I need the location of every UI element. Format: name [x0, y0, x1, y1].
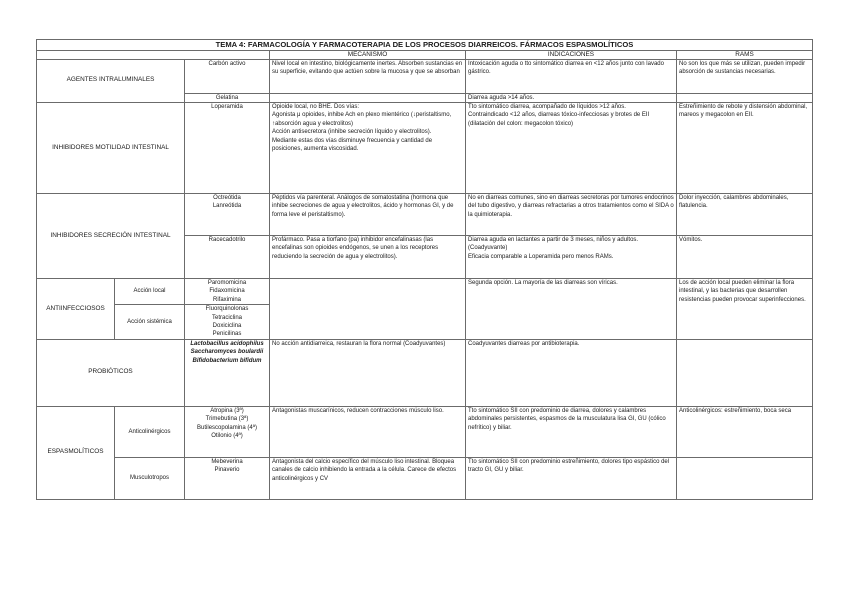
group-inhibidores-secrecion: INHIBIDORES SECRECIÓN INTESTINAL [37, 193, 185, 278]
rams-antiinfecciosos: Los de acción local pueden eliminar la flora intestinal, y las bacterias que desarrollen resistencias pueden provocar superinfecciones. [677, 278, 813, 339]
indicaciones-carbon: Intoxicación aguda o tto sintomático diarrea en <12 años junto con lavado gástrico. [466, 59, 677, 93]
drug-name: Fidaxomicina [209, 288, 245, 295]
drug-name: Atropina (3ª) [210, 407, 244, 414]
subgroup-accion-sistemica: Acción sistémica [115, 305, 185, 340]
header-blank [37, 50, 270, 59]
indicaciones-anticolinergicos: Tto sintomático SII con predominio de diarrea, dolores y calambres abdominales persistentes, espasmos de la musculatura lisa GI, GU (cólico nefrítico) y biliar. [466, 406, 677, 457]
drug-gelatina: Gelatina [185, 93, 270, 102]
drug-name: Trimebutina (3ª) [205, 416, 249, 423]
drugs-accion-sistemica [185, 305, 270, 340]
mecanismo-anticolinergicos: Antagonistas muscarínicos, reducen contracciones músculo liso. [270, 406, 466, 457]
drug-loperamida: Loperamida [185, 102, 270, 193]
rams-racecadotrilo: Vómitos. [677, 235, 813, 278]
rams-probioticos [677, 339, 813, 406]
indicaciones-gelatina: Diarrea aguda >14 años. [466, 93, 677, 102]
indicaciones-line: Tto sintomático diarrea, acompañado de líquidos >12 años. [468, 103, 626, 110]
group-probioticos: PROBIÓTICOS [37, 339, 185, 406]
indicaciones-racecadotrilo [466, 235, 677, 278]
mecanismo-carbon: Nivel local en intestino, biológicamente inertes. Absorben sustancias en su superficie, evitando que actúen sobre la mucosa y que se absorban [270, 59, 466, 93]
drug-name: Bifidobacterium bifidum [192, 357, 262, 364]
rams-musculotropos [677, 457, 813, 499]
drug-racecadotrilo: Racecadotrilo [185, 235, 270, 278]
drug-name: Lanreótida [212, 203, 242, 210]
drug-name: Tetraciclina [211, 314, 242, 321]
subgroup-anticolinergicos: Anticolinérgicos [115, 406, 185, 457]
indicaciones-probioticos: Coadyuvantes diarreas por antibioterapia. [466, 339, 677, 406]
indicaciones-loperamida [466, 102, 677, 193]
group-antiinfecciosos: ANTIINFECCIOSOS [37, 278, 115, 339]
mecanismo-line: Agonista μ opioides, inhibe Ach en plexo mientérico (↓peristaltismo, ↑absorción agua y electrolitos) [272, 112, 452, 127]
drug-name: Pinaverio [214, 467, 240, 474]
indicaciones-octreotida: No en diarreas comunes, sino en diarreas secretoras por tumores endocrinos del tubo digestivo, y diarreas refractarias a otros tratamientos como el SIDA o la quimioterapia. [466, 193, 677, 235]
indicaciones-line: Eficacia comparable a Loperamida pero menos RAMs. [468, 253, 614, 260]
drugs-anticolinergicos [185, 406, 270, 457]
mecanismo-line: Acción antisecretora (inhibe secreción líquido y electrolitos). [272, 129, 432, 136]
rams-octreotida: Dolor inyección, calambres abdominales, flatulencia. [677, 193, 813, 235]
header-rams: RAMS [677, 50, 813, 59]
header-indicaciones: INDICACIONES [466, 50, 677, 59]
drug-name: Doxiciclina [212, 322, 242, 329]
drug-name: Mebeverina [211, 458, 243, 465]
mecanismo-antiinfecciosos [270, 278, 466, 339]
drug-name: Lactobacillus acidophilus [190, 340, 264, 347]
mecanismo-loperamida [270, 102, 466, 193]
drugs-accion-local [185, 278, 270, 304]
rams-gelatina [677, 93, 813, 102]
table-title: TEMA 4: FARMACOLOGÍA Y FARMACOTERAPIA DE LOS PROCESOS DIARREICOS. FÁRMACOS ESPASMOLÍTICOS [37, 40, 813, 51]
group-agentes-intraluminales: AGENTES INTRALUMINALES [37, 59, 185, 102]
mecanismo-gelatina [270, 93, 466, 102]
rams-carbon: No son los que más se utilizan, pueden impedir absorción de sustancias necesarias. [677, 59, 813, 93]
header-mecanismo: MECANISMO [270, 50, 466, 59]
indicaciones-line: Contraindicado <12 años, diarreas tóxico-infecciosas y brotes de EII (dilatación del colon: megacolon tóxico) [468, 112, 650, 127]
mecanismo-musculotropos: Antagonista del calcio específico del músculo liso intestinal. Bloquea canales de calcio inhibiendo la entrada a la célula. Carece de efectos anticolinérgicos y CV [270, 457, 466, 499]
mecanismo-racecadotrilo: Profármaco. Pasa a tiorfano (pa) inhibidor encefalinasas (las encefalinas son opioides endógenos, se unen a los receptores reduciendo la secreción de agua y electrolitos). [270, 235, 466, 278]
rams-loperamida: Estreñimiento de rebote y distensión abdominal, mareos y megacolon en EII. [677, 102, 813, 193]
group-inhibidores-motilidad: INHIBIDORES MOTILIDAD INTESTINAL [37, 102, 185, 193]
document-page [36, 39, 812, 500]
drug-name: Octreótida [213, 194, 241, 201]
pharmacology-table [36, 39, 813, 500]
subgroup-accion-local: Acción local [115, 278, 185, 304]
drug-name: Paromomicina [207, 279, 247, 286]
mecanismo-probioticos: No acción antidiarreica, restauran la flora normal (Coadyuvantes) [270, 339, 466, 406]
rams-anticolinergicos: Anticolinérgicos: estreñimiento, boca seca [677, 406, 813, 457]
drug-name: Butilescopolamina (4ª) [197, 424, 257, 431]
indicaciones-musculotropos: Tto sintomático SII con predominio estreñimiento, dolores tipo espástico del tracto GI, GU y biliar. [466, 457, 677, 499]
drug-name: Otilonio (4ª) [211, 432, 243, 439]
drug-name: Rifaximina [212, 296, 241, 303]
drug-name: Fluorquinolonas [205, 306, 249, 313]
mecanismo-octreotida: Péptidos vía parenteral. Análogos de somatostatina (hormona que inhibe secreciones de agua y electrolitos, ácido y hormonas GI, y de forma leve el peristaltismo). [270, 193, 466, 235]
drug-carbon-activo: Carbón activo [185, 59, 270, 93]
indicaciones-line: Diarrea aguda en lactantes a partir de 3 meses, niños y adultos. (Coadyuvante) [468, 236, 639, 252]
drug-name: Saccharomyces boulardii [190, 349, 264, 356]
group-espasmoliticos: ESPASMOLÍTICOS [37, 406, 115, 499]
mecanismo-line: Opioide local, no BHE. Dos vías: [272, 103, 360, 110]
drugs-octreotida-lanreotida [185, 193, 270, 235]
drugs-probioticos [185, 339, 270, 406]
mecanismo-line: Mediante estas dos vías disminuye frecuencia y cantidad de posiciones, aumenta viscosidad. [272, 137, 433, 152]
subgroup-musculotropos: Musculotropos [115, 457, 185, 499]
drugs-musculotropos [185, 457, 270, 499]
drug-name: Penicilinas [212, 331, 242, 338]
indicaciones-antiinfecciosos: Segunda opción. La mayoría de las diarreas son víricas. [466, 278, 677, 339]
